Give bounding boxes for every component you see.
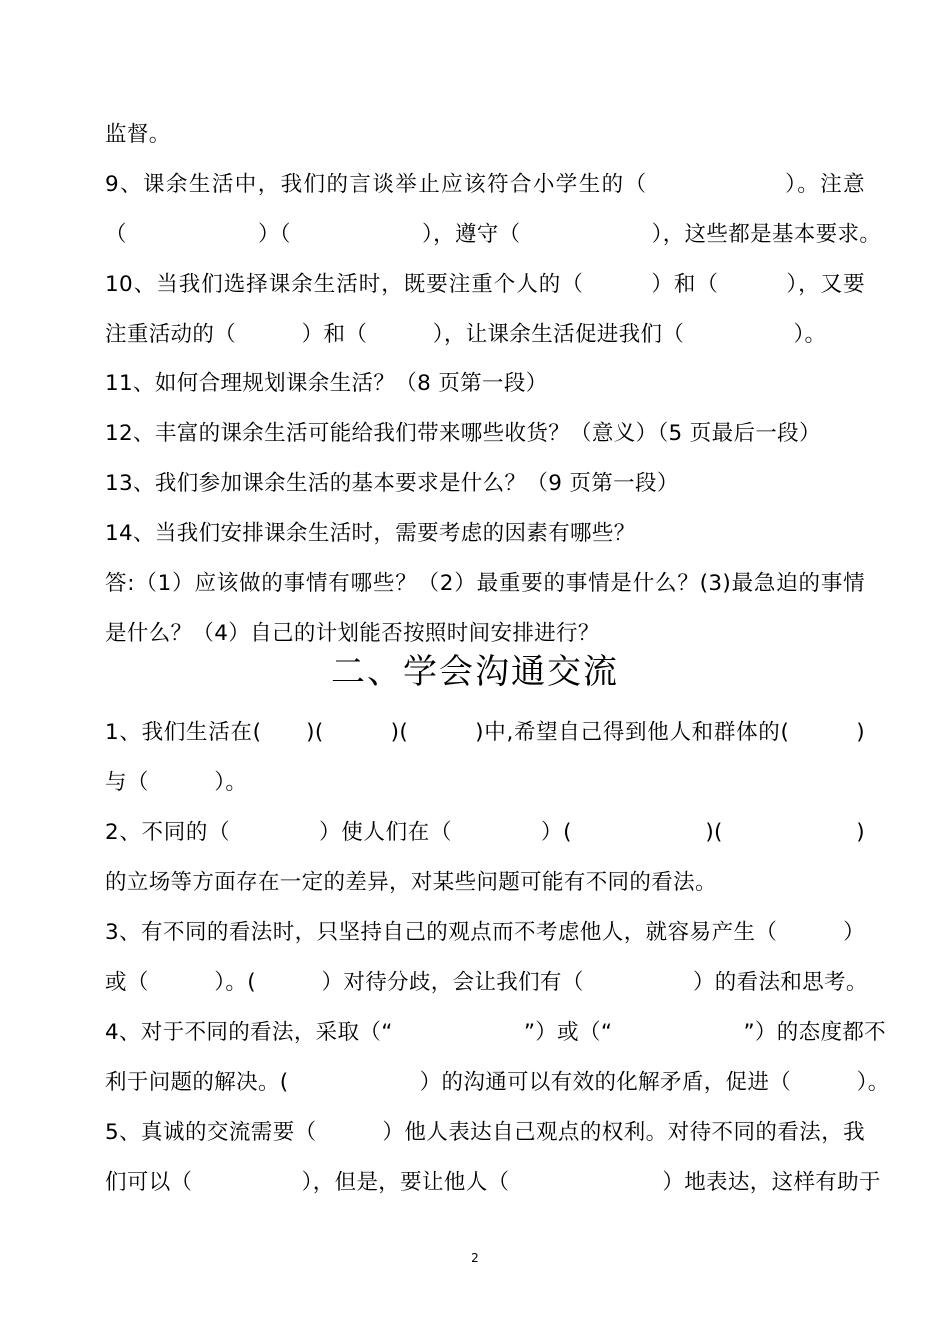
line-9: 14、当我们安排课余生活时，需要考虑的因素有哪些？ — [105, 521, 636, 546]
section-heading: 二、学会沟通交流 — [331, 652, 619, 692]
line-6: 11、如何合理规划课余生活？（8 页第一段） — [105, 371, 548, 396]
line-21: 们可以（ ），但是，要让他人（ ）地表达，这样有助于 — [105, 1170, 881, 1195]
line-14: 2、不同的（ ）使人们在（ ）( )( ) — [105, 820, 865, 845]
line-11: 是什么？（4）自己的计划能否按照时间安排进行？ — [105, 621, 600, 646]
line-16: 3、有不同的看法时，只坚持自己的观点而不考虑他人，就容易产生（ ） — [105, 920, 865, 945]
line-1: 监督。 — [105, 122, 171, 147]
line-5: 注重活动的（ ）和（ ），让课余生活促进我们（ ）。 — [105, 322, 827, 347]
line-8: 13、我们参加课余生活的基本要求是什么？（9 页第一段） — [105, 471, 679, 496]
line-10: 答:（1）应该做的事情有哪些？（2）最重要的事情是什么？(3)最急迫的事情 — [105, 571, 865, 596]
line-12: 1、我们生活在( )( )( )中,希望自己得到他人和群体的( ) — [105, 720, 865, 745]
line-4: 10、当我们选择课余生活时，既要注重个人的（ ）和（ ），又要 — [105, 272, 865, 297]
line-13: 与（ ）。 — [105, 770, 248, 795]
line-7: 12、丰富的课余生活可能给我们带来哪些收货？（意义）（5 页最后一段） — [105, 421, 821, 446]
page-number: 2 — [471, 1251, 479, 1265]
line-18: 4、对于不同的看法，采取（“ ”）或（“ ”）的态度都不 — [105, 1020, 887, 1045]
line-17: 或（ ）。( ）对待分歧，会让我们有（ ）的看法和思考。 — [105, 970, 868, 995]
line-2: 9、课余生活中，我们的言谈举止应该符合小学生的（ ）。注意 — [105, 172, 865, 197]
line-15: 的立场等方面存在一定的差异，对某些问题可能有不同的看法。 — [105, 870, 717, 895]
line-20: 5、真诚的交流需要（ ）他人表达自己观点的权利。对待不同的看法，我 — [105, 1120, 865, 1145]
line-19: 利于问题的解决。( ）的沟通可以有效的化解矛盾，促进（ ）。 — [105, 1070, 890, 1095]
line-3: （ ）（ ），遵守（ ），这些都是基本要求。 — [105, 222, 882, 247]
